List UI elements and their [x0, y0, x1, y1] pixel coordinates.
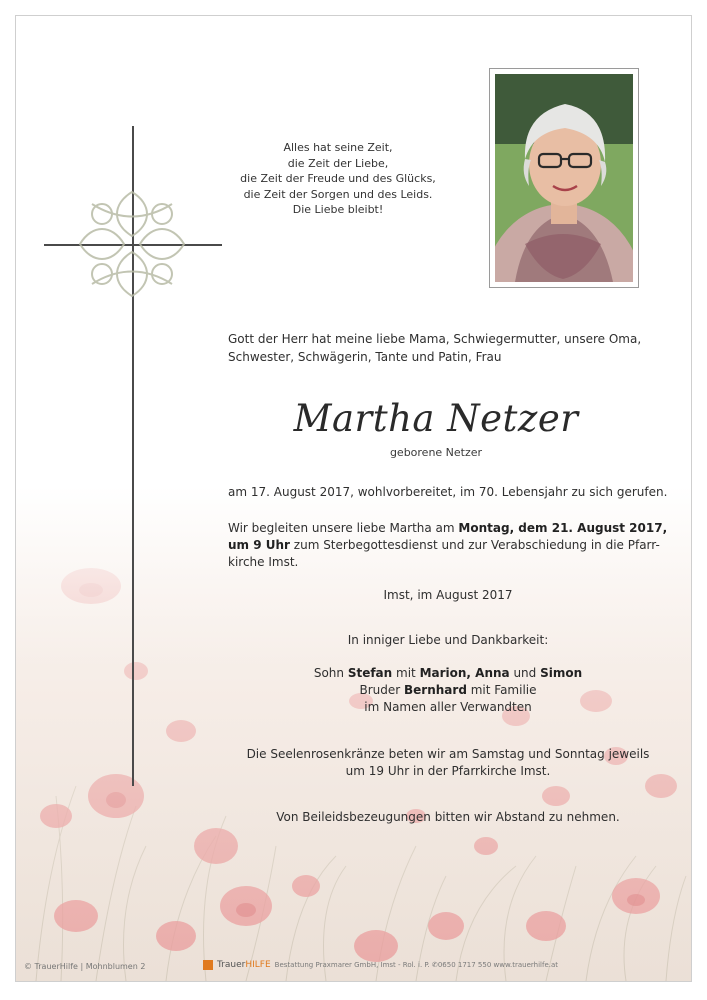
funeral-info	[228, 520, 668, 571]
family-row-2: Bruder Bernhard mit Familie	[359, 683, 537, 697]
trauerhilfe-logo-icon	[203, 960, 213, 970]
family-list	[228, 665, 668, 716]
poem-line: die Zeit der Sorgen und des Leids.	[243, 187, 433, 201]
funeral-date: Montag, dem 21. August 2017,	[458, 521, 668, 535]
portrait-image	[495, 74, 633, 282]
brand-logo-text: TrauerHILFE	[217, 960, 271, 970]
thanks-line: In inniger Liebe und Dankbarkeit:	[347, 633, 549, 647]
imprint-text: Bestattung Praxmarer GmbH, Imst - Rol. i. P. ✆0650 1717 550 www.trauerhilfe.at	[274, 961, 559, 969]
intro-text	[228, 330, 668, 366]
rosary-line-2: um 19 Uhr in der Pfarrkirche Imst.	[345, 764, 551, 778]
funeral-text-3: kirche Imst.	[228, 555, 299, 569]
copyright-footer: © TrauerHilfe | Mohnblumen 2	[24, 962, 146, 971]
poem-line: die Zeit der Liebe,	[287, 156, 389, 170]
family-row-3: im Namen aller Verwandten	[364, 700, 532, 714]
intro-line-2: Schwester, Schwägerin, Tante und Patin, Frau	[228, 350, 502, 364]
funeral-text-2: zum Sterbegottesdienst und zur Verabschiedung in die Pfarr-	[289, 538, 660, 552]
poem-line: die Zeit der Freude und des Glücks,	[240, 172, 436, 185]
rosary-line-1: Die Seelenrosenkränze beten wir am Samstag und Sonntag jeweils	[246, 747, 650, 761]
funeral-text: Wir begleiten unsere liebe Martha am	[228, 521, 459, 535]
imprint-footer	[203, 960, 558, 970]
deceased-name: Martha Netzer	[293, 397, 579, 440]
poem-line: Die Liebe bleibt!	[292, 203, 384, 216]
death-notice: am 17. August 2017, wohlvorbereitet, im 70. Lebensjahr zu sich gerufen.	[228, 485, 668, 499]
rosary-info	[228, 746, 668, 780]
maiden-name: geborene Netzer	[389, 446, 483, 459]
condolence-note: Von Beileidsbezeugungen bitten wir Abstand zu nehmen.	[276, 810, 620, 824]
obituary-card	[15, 15, 692, 982]
filigree-ornament-icon	[72, 184, 192, 304]
poem-line: Alles hat seine Zeit,	[283, 141, 393, 154]
poem	[228, 140, 448, 218]
funeral-time: um 9 Uhr	[228, 538, 290, 552]
family-row-1: Sohn Stefan mit Marion, Anna und Simon	[313, 666, 583, 680]
intro-line-1: Gott der Herr hat meine liebe Mama, Schwiegermutter, unsere Oma,	[228, 332, 642, 346]
place-date: Imst, im August 2017	[383, 588, 513, 602]
portrait-photo	[489, 68, 639, 288]
